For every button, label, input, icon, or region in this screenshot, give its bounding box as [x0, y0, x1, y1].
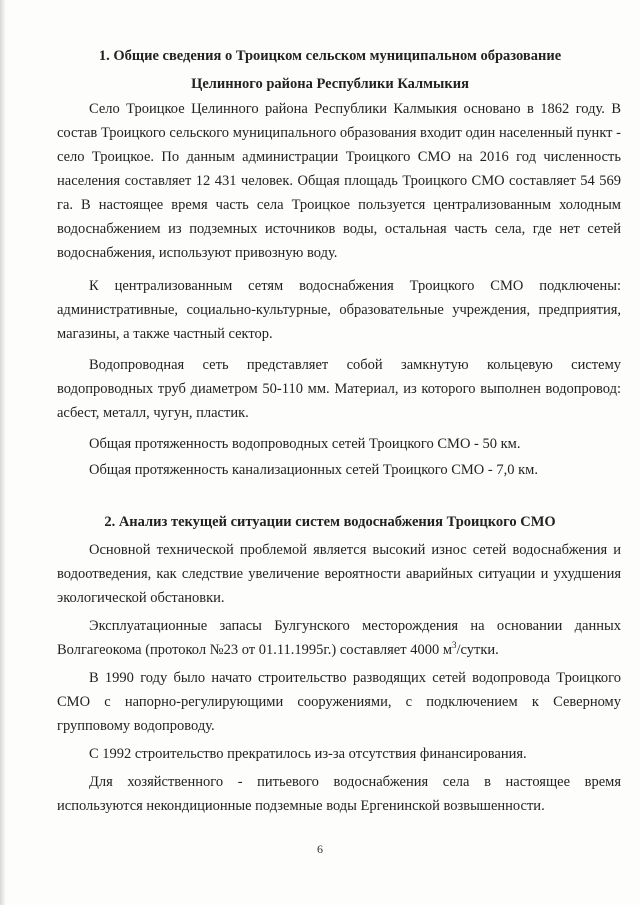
- page-number: 6: [317, 842, 323, 856]
- section-1-paragraph-4: Общая протяженность водопроводных сетей Троицкого СМО - 50 км.: [89, 436, 521, 452]
- section-2-heading: 2. Анализ текущей ситуации систем водоснабжения Троицкого СМО: [104, 514, 556, 530]
- section-2-paragraph-3: В 1990 году было начато строительство разводящих сетей водопровода Троицкого СМО с напорно-регулирующими сооружениями, с подключением к Северному групповому водопроводу.: [57, 670, 621, 734]
- section-2-paragraph-1: Основной технической проблемой является высокий износ сетей водоснабжения и водоотведения, как следствие увеличение вероятности аварийных ситуации и ухудшения экологической обстановки.: [57, 542, 621, 606]
- section-1-paragraph-1: Село Троицкое Целинного района Республики Калмыкия основано в 1862 году. В состав Троицкого сельского муниципального образования входит один населенный пункт - село Троицкое. По данным администрации Троицкого СМО на 2016 год численность населения составляет 12 431 человек. Общая площадь Троицкого СМО составляет 54 569 га. В настоящее время часть села Троицкое пользуется централизованным холодным водоснабжением из подземных источников воды, остальная часть села, где нет сетей водоснабжения, используют привозную воду.: [57, 101, 621, 261]
- unit-suffix: /сутки.: [456, 642, 499, 658]
- scan-edge-shadow: [0, 0, 6, 905]
- section-1-paragraph-2: К централизованным сетям водоснабжения Троицкого СМО подключены: административные, социально-культурные, образовательные учреждения, предприятия, магазины, а также частный сектор.: [57, 278, 621, 342]
- section-1-paragraph-5: Общая протяженность канализационных сетей Троицкого СМО - 7,0 км.: [89, 462, 538, 478]
- section-1-heading-line-2: Целинного района Республики Калмыкия: [191, 76, 469, 92]
- section-2-paragraph-5: Для хозяйственного - питьевого водоснабжения села в настоящее время используются некондиционные подземные воды Ергенинской возвышенности.: [57, 774, 621, 814]
- section-1-heading: [40, 42, 620, 98]
- section-2-paragraph-4: С 1992 строительство прекратилось из-за отсутствия финансирования.: [89, 746, 527, 762]
- section-2-paragraph-2-text: Эксплуатационные запасы Булгунского месторождения на основании данных Волгагеокома (протокол №23 от 01.11.1995г.) составляет 4000 м: [57, 618, 621, 658]
- section-1-paragraph-3: Водопроводная сеть представляет собой замкнутую кольцевую систему водопроводных труб диаметром 50-110 мм. Материал, из которого выполнен водопровод: асбест, металл, чугун, пластик.: [57, 357, 621, 421]
- section-1-heading-line-1: 1. Общие сведения о Троицком сельском муниципальном образование: [98, 48, 562, 64]
- unit-superscript: 3: [452, 640, 457, 651]
- section-2-paragraph-2: [57, 614, 621, 662]
